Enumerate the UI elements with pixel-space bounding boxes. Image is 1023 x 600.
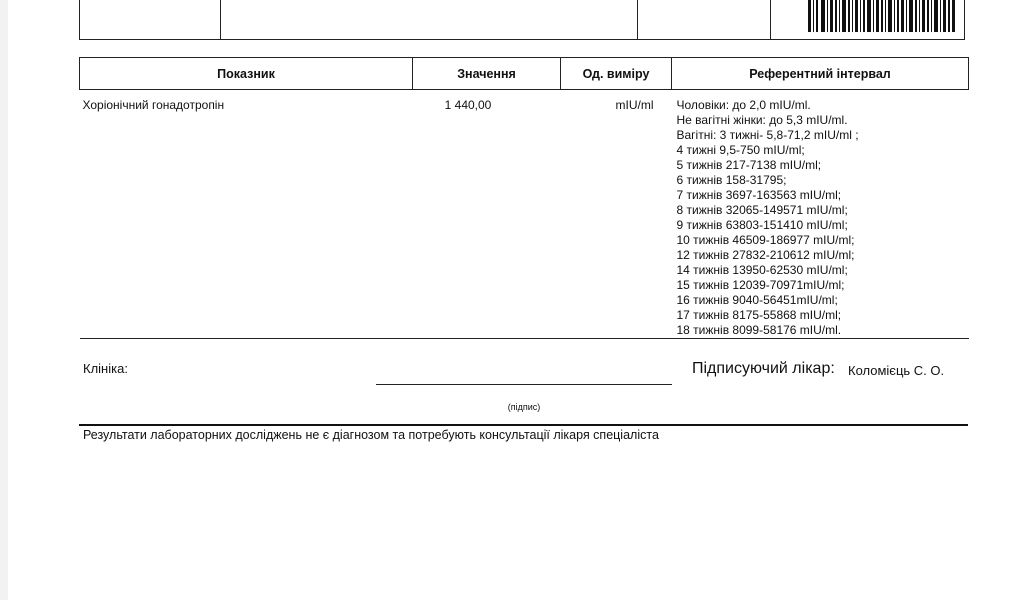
reference-line: 14 тижнів 13950-62530 mIU/ml; bbox=[676, 263, 848, 277]
clinic-label: Клініка: bbox=[83, 361, 128, 376]
reference-line: 5 тижнів 217-7138 mIU/ml; bbox=[676, 158, 822, 172]
reference-line: Не вагітні жінки: до 5,3 mIU/ml. bbox=[676, 113, 848, 127]
disclaimer-text: Результати лабораторних досліджень не є діагнозом та потребують консультації лікаря спеціаліста bbox=[83, 428, 659, 442]
reference-line: 8 тижнів 32065-149571 mIU/ml; bbox=[676, 203, 848, 217]
reference-line: 4 тижні 9,5-750 mIU/ml; bbox=[676, 143, 805, 157]
header-reference: Референтний інтервал bbox=[672, 58, 969, 90]
signature-caption: (підпис) bbox=[507, 402, 541, 412]
header-indicator: Показник bbox=[80, 58, 413, 90]
barcode-icon bbox=[808, 0, 956, 32]
reference-line: Чоловіки: до 2,0 mIU/ml. bbox=[676, 98, 811, 112]
header-value: Значення bbox=[413, 58, 561, 90]
cell-indicator: Хоріонічний гонадотропін bbox=[80, 90, 413, 339]
signature-line bbox=[376, 384, 672, 385]
cell-reference bbox=[672, 90, 969, 339]
header-unit: Од. виміру bbox=[561, 58, 672, 90]
reference-line: 16 тижнів 9040-56451mIU/ml; bbox=[676, 293, 838, 307]
reference-line: 6 тижнів 158-31795; bbox=[676, 173, 787, 187]
reference-line: Вагітні: 3 тижні- 5,8-71,2 mIU/ml ; bbox=[676, 128, 859, 142]
table-header-row bbox=[80, 58, 969, 90]
footer-divider bbox=[79, 424, 968, 426]
reference-line: 10 тижнів 46509-186977 mIU/ml; bbox=[676, 233, 855, 247]
header-divider bbox=[220, 0, 221, 39]
reference-line: 12 тижнів 27832-210612 mIU/ml; bbox=[676, 248, 855, 262]
header-divider bbox=[637, 0, 638, 39]
results-table bbox=[79, 57, 969, 339]
reference-line: 9 тижнів 63803-151410 mIU/ml; bbox=[676, 218, 848, 232]
reference-line: 15 тижнів 12039-70971mIU/ml; bbox=[676, 278, 845, 292]
header-divider bbox=[770, 0, 771, 39]
cell-value: 1 440,00 bbox=[413, 90, 561, 339]
page-gutter bbox=[0, 0, 8, 600]
doctor-label: Підписуючий лікар: bbox=[692, 360, 835, 377]
cell-unit: mIU/ml bbox=[561, 90, 672, 339]
reference-line: 18 тижнів 8099-58176 mIU/ml. bbox=[676, 323, 842, 337]
table-row bbox=[80, 90, 969, 339]
doctor-name: Коломієць С. О. bbox=[848, 363, 945, 378]
reference-line: 7 тижнів 3697-163563 mIU/ml; bbox=[676, 188, 842, 202]
reference-line: 17 тижнів 8175-55868 mIU/ml; bbox=[676, 308, 842, 322]
